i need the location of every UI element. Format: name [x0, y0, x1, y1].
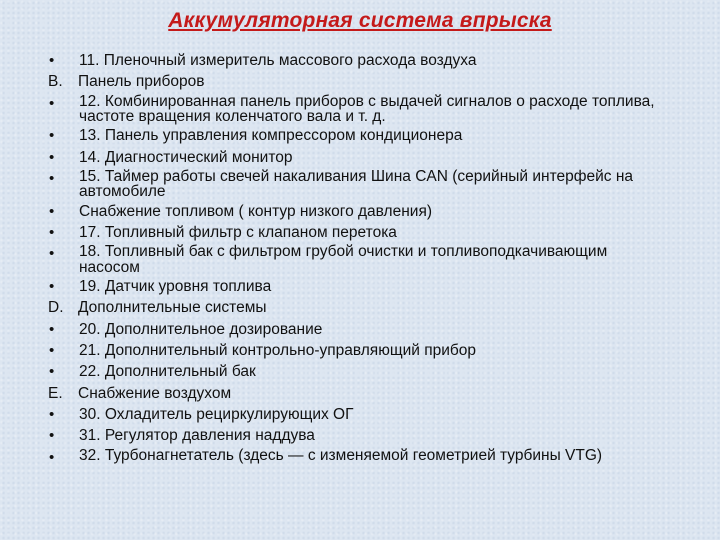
bullet-marker: • [49, 127, 55, 145]
bullet-marker: • [49, 169, 55, 187]
list-item [48, 51, 668, 71]
list-item [48, 448, 668, 468]
list-item [48, 277, 668, 297]
item-text: 17. Топливный фильтр с клапаном перетока [79, 224, 397, 242]
item-text: 11. Пленочный измеритель массового расхода воздуха [79, 52, 477, 69]
list-item [48, 298, 668, 318]
list-item [48, 169, 668, 200]
bullet-marker: • [49, 94, 55, 112]
list-item [48, 148, 668, 168]
item-text: 12. Комбинированная панель приборов с выдачей сигналов о расходе топлива, частоте вращения коленчатого вала и т. д. [79, 92, 655, 126]
slide-title: Аккумуляторная система впрыска [168, 9, 552, 32]
item-text: 21. Дополнительный контрольно-управляющий прибор [79, 342, 476, 360]
list-item [48, 202, 668, 222]
bullet-marker: • [49, 52, 55, 69]
item-text: 31. Регулятор давления наддува [79, 427, 315, 445]
item-text: 20. Дополнительное дозирование [79, 320, 323, 338]
list-item [48, 94, 668, 125]
section-letter: E. [48, 384, 63, 402]
section-heading: Снабжение воздухом [78, 384, 232, 402]
section-heading: Панель приборов [78, 73, 205, 91]
list-item [48, 341, 668, 361]
bullet-marker: • [49, 148, 55, 166]
bullet-marker: • [49, 448, 55, 466]
item-text: 30. Охладитель рециркулирующих ОГ [79, 405, 354, 423]
bullet-marker: • [49, 224, 55, 242]
bullet-marker: • [49, 320, 55, 338]
list-item [48, 223, 668, 243]
item-text: 18. Топливный бак с фильтром грубой очистки и топливоподкачивающим насосом [79, 243, 608, 276]
bullet-marker: • [49, 342, 55, 360]
list-item [48, 405, 668, 425]
bullet-marker: • [49, 405, 55, 423]
list-item [48, 126, 668, 146]
bullet-marker: • [49, 245, 55, 263]
section-letter: D. [48, 299, 64, 317]
list-item [48, 426, 668, 446]
bullet-marker: • [49, 202, 55, 220]
list-item [48, 244, 668, 275]
list-item [48, 72, 668, 92]
bullet-marker: • [49, 363, 55, 381]
item-text: 32. Турбонагнетатель (здесь — с изменяемой геометрией турбины VTG) [79, 446, 603, 464]
list-item [48, 384, 668, 404]
section-heading: Дополнительные системы [78, 299, 267, 317]
list-item [48, 362, 668, 382]
section-letter: B. [48, 73, 63, 91]
bullet-marker: • [49, 278, 55, 296]
list-item [48, 320, 668, 340]
item-text: Снабжение топливом ( контур низкого давления) [79, 202, 432, 220]
item-text: 15. Таймер работы свечей накаливания Шина CAN (серийный интерфейс на автомобиле [79, 167, 634, 201]
bullet-marker: • [49, 427, 55, 445]
item-text: 22. Дополнительный бак [79, 363, 256, 381]
item-text: 14. Диагностический монитор [79, 148, 293, 166]
component-list [48, 51, 668, 469]
item-text: 19. Датчик уровня топлива [79, 278, 272, 296]
item-text: 13. Панель управления компрессором кондиционера [79, 127, 463, 145]
